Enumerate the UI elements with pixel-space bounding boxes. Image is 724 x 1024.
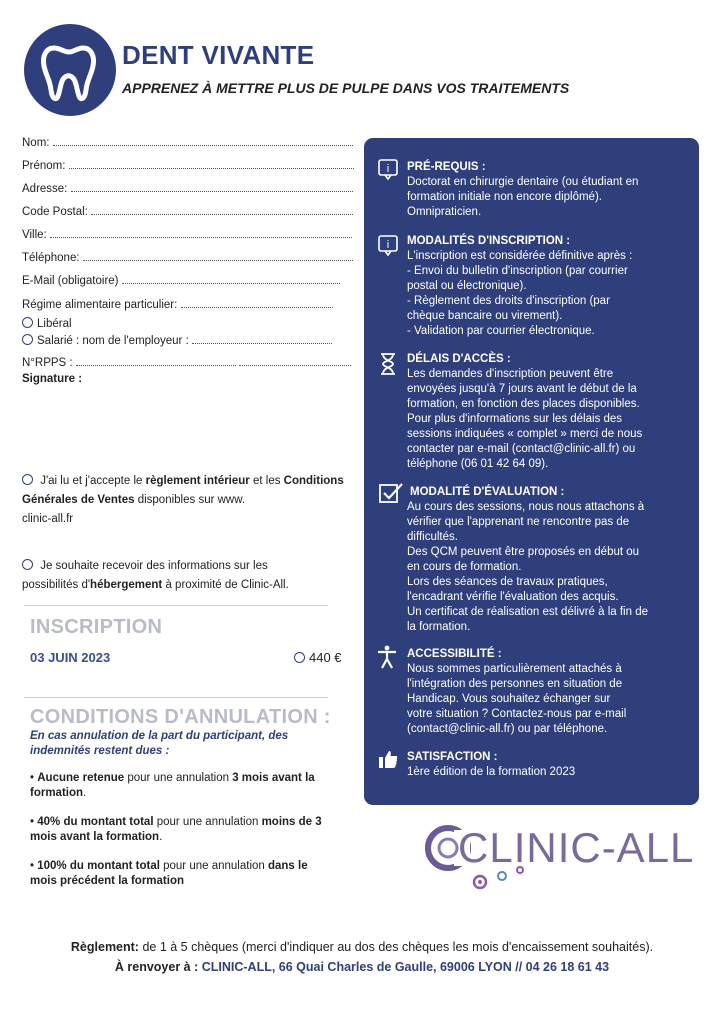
prerequis-block <box>407 160 692 220</box>
satisfaction-block <box>407 750 692 780</box>
code-postal-label: Code Postal: <box>22 206 88 218</box>
signature-label: Signature : <box>22 373 83 385</box>
agreement-text: clinic-all.fr <box>22 513 74 525</box>
bullet-text: pour une annulation <box>124 772 233 784</box>
bullet-text: pour une annulation <box>153 816 262 828</box>
bullet-bold: dans le mois précédent la formation <box>30 860 308 887</box>
bullet-text: pour une annulation <box>159 860 268 872</box>
panel-line: difficultés. <box>407 531 458 543</box>
panel-line: Lors des séances de travaux pratiques, <box>407 576 608 588</box>
modalites-heading: MODALITÉS D'INSCRIPTION : <box>407 235 571 247</box>
liberal-label: Libéral <box>37 318 72 330</box>
bullet-text: . <box>159 831 163 843</box>
delais-heading: DÉLAIS D'ACCÈS : <box>407 353 511 365</box>
bullet-bold: Aucune retenue <box>37 772 125 784</box>
reglement-value: de 1 à 5 chèques (merci d'indiquer au dos des chèques les mois d'encaissement souhaités). <box>138 940 654 954</box>
info-icon <box>377 234 399 256</box>
clinic-all-wordmark: CLINIC-ALL <box>458 824 695 871</box>
page-title: DENT VIVANTE <box>122 40 315 70</box>
bullet-text: . <box>83 787 87 799</box>
panel-line: Omnipraticien. <box>407 206 482 218</box>
hourglass-icon <box>377 352 399 374</box>
session-date: 03 JUIN 2023 <box>30 650 111 665</box>
telephone-field[interactable] <box>22 252 353 264</box>
price-radio[interactable] <box>294 652 305 663</box>
bullet-bold: 40% du montant total <box>37 816 154 828</box>
inscription-heading: INSCRIPTION <box>30 616 163 638</box>
liberal-radio[interactable] <box>22 317 33 328</box>
evaluation-block <box>410 485 695 500</box>
checkmark-icon <box>378 482 400 504</box>
info-icon <box>377 158 399 180</box>
panel-line: L'inscription est considérée définitive après : <box>407 250 633 262</box>
panel-line: téléphone (06 01 42 64 09). <box>407 458 549 470</box>
tooth-logo <box>24 24 116 116</box>
telephone-label: Téléphone: <box>22 252 80 264</box>
rpps-label: N°RPPS : <box>22 357 73 369</box>
salarie-option[interactable] <box>22 334 332 347</box>
divider <box>24 697 328 698</box>
agreement-text: Je souhaite recevoir des informations sur les <box>40 560 268 572</box>
ville-field[interactable] <box>22 229 352 241</box>
delais-block <box>407 352 692 472</box>
email-label: E-Mail (obligatoire) <box>22 275 119 287</box>
panel-line: sessions indiquées « complet » merci de nous <box>407 428 643 440</box>
panel-line: vérifier que l'apprenant ne rencontre pas de <box>407 516 630 528</box>
panel-line: la formation. <box>407 621 471 633</box>
salarie-label: Salarié : nom de l'employeur : <box>37 335 189 347</box>
reglement-agreement[interactable] <box>22 472 347 529</box>
liberal-option[interactable] <box>22 317 72 330</box>
annulation-heading: CONDITIONS D'ANNULATION : <box>30 706 331 728</box>
agreement-text: à proximité de Clinic-All. <box>162 579 289 591</box>
satisfaction-heading: SATISFACTION : <box>407 751 498 763</box>
panel-line: postal ou électronique). <box>407 280 527 292</box>
svg-text:i: i <box>386 163 390 175</box>
panel-line: chèque bancaire ou virement). <box>407 310 563 322</box>
agreement-bold-text: règlement intérieur <box>145 475 250 487</box>
panel-line: votre situation ? Contactez-nous par e-mail <box>407 708 627 720</box>
panel-line: - Envoi du bulletin d'inscription (par courrier <box>407 265 628 277</box>
accessibilite-block <box>407 647 692 737</box>
bullet-bold: moins de 3 mois avant la formation <box>30 816 322 843</box>
prenom-label: Prénom: <box>22 160 66 172</box>
panel-line: l'encadrant vérifie l'évaluation des acquis. <box>407 591 619 603</box>
renvoyer-footer <box>0 960 724 974</box>
tooth-icon <box>24 24 116 116</box>
prenom-field[interactable] <box>22 160 354 172</box>
regime-label: Régime alimentaire particulier: <box>22 299 178 311</box>
panel-line: Pour plus d'informations sur les délais des <box>407 413 623 425</box>
panel-line: formation initiale non encore diplômé). <box>407 191 602 203</box>
renvoyer-value: CLINIC-ALL, 66 Quai Charles de Gaulle, 69006 LYON // 04 26 18 61 43 <box>201 960 610 974</box>
price-value: 440 € <box>309 650 342 665</box>
panel-line: Les demandes d'inscription peuvent être <box>407 368 614 380</box>
panel-line: Doctorat en chirurgie dentaire (ou étudiant en <box>407 176 639 188</box>
bullet-bold: 3 mois avant la formation <box>30 772 315 799</box>
price-option[interactable] <box>294 650 342 665</box>
ville-label: Ville: <box>22 229 47 241</box>
annulation-intro: En cas annulation de la part du participant, des indemnités restent dues : <box>30 730 289 757</box>
panel-line: en cours de formation. <box>407 561 522 573</box>
divider <box>24 605 328 606</box>
thumbs-up-icon <box>377 748 399 770</box>
reglement-footer <box>0 940 724 954</box>
evaluation-heading: MODALITÉ D'ÉVALUATION : <box>410 486 565 498</box>
renvoyer-key: À renvoyer à : <box>114 960 202 974</box>
accessibility-icon <box>376 645 398 667</box>
panel-line: - Validation par courrier électronique. <box>407 325 595 337</box>
annulation-bullet: • 40% du montant total pour une annulation moins de 3 mois avant la formation. <box>30 816 322 843</box>
agreement-text: disponibles sur www. <box>134 494 246 506</box>
annulation-bullet: • Aucune retenue pour une annulation 3 mois avant la formation. <box>30 772 315 799</box>
hebergement-agreement[interactable] <box>22 557 347 595</box>
panel-line: Des QCM peuvent être proposés en début ou <box>407 546 640 558</box>
panel-line: Nous sommes particulièrement attachés à <box>407 663 622 675</box>
panel-line: l'intégration des personnes en situation de <box>407 678 623 690</box>
reglement-key: Règlement: <box>70 940 139 954</box>
panel-line: - Règlement des droits d'inscription (par <box>407 295 610 307</box>
regime-field[interactable] <box>22 299 333 311</box>
svg-text:i: i <box>386 239 390 251</box>
panel-line: Au cours des sessions, nous nous attachons à <box>407 501 645 513</box>
adresse-field[interactable] <box>22 183 353 195</box>
rpps-field[interactable] <box>22 357 351 369</box>
nom-label: Nom: <box>22 137 50 149</box>
salarie-radio[interactable] <box>22 334 33 345</box>
panel-line: envoyées jusqu'à 7 jours avant le début de la <box>407 383 637 395</box>
adresse-label: Adresse: <box>22 183 68 195</box>
panel-line: formation, en fonction des places disponibles. <box>407 398 640 410</box>
panel-line: Handicap. Vous souhaitez échanger sur <box>407 693 611 705</box>
panel-line: 1ère édition de la formation 2023 <box>407 766 576 778</box>
panel-line: contacter par e-mail (contact@clinic-all.fr) ou <box>407 443 636 455</box>
reglement-checkbox[interactable] <box>22 474 33 485</box>
agreement-text: et les <box>249 475 284 487</box>
page-subtitle: APPRENEZ À METTRE PLUS DE PULPE DANS VOS TRAITEMENTS <box>122 80 570 96</box>
code-postal-field[interactable] <box>22 206 353 218</box>
annulation-bullet: • 100% du montant total pour une annulation dans le mois précédent la formation <box>30 860 308 887</box>
agreement-bold-text: hébergement <box>90 579 163 591</box>
email-field[interactable] <box>22 275 340 287</box>
bullet-bold: 100% du montant total <box>37 860 160 872</box>
modalites-block <box>407 234 692 339</box>
nom-field[interactable] <box>22 137 353 149</box>
accessibilite-heading: ACCESSIBILITÉ : <box>407 648 502 660</box>
hebergement-checkbox[interactable] <box>22 559 33 570</box>
agreement-bold-text: Conditions Générales de Ventes <box>22 475 344 506</box>
evaluation-text <box>407 500 692 635</box>
panel-line: (contact@clinic-all.fr) ou par téléphone. <box>407 723 608 735</box>
prerequis-heading: PRÉ-REQUIS : <box>407 161 486 173</box>
agreement-text: possibilités d' <box>22 579 91 591</box>
agreement-text: J'ai lu et j'accepte le <box>40 475 146 487</box>
panel-line: Un certificat de réalisation est délivré à la fin de <box>407 606 648 618</box>
